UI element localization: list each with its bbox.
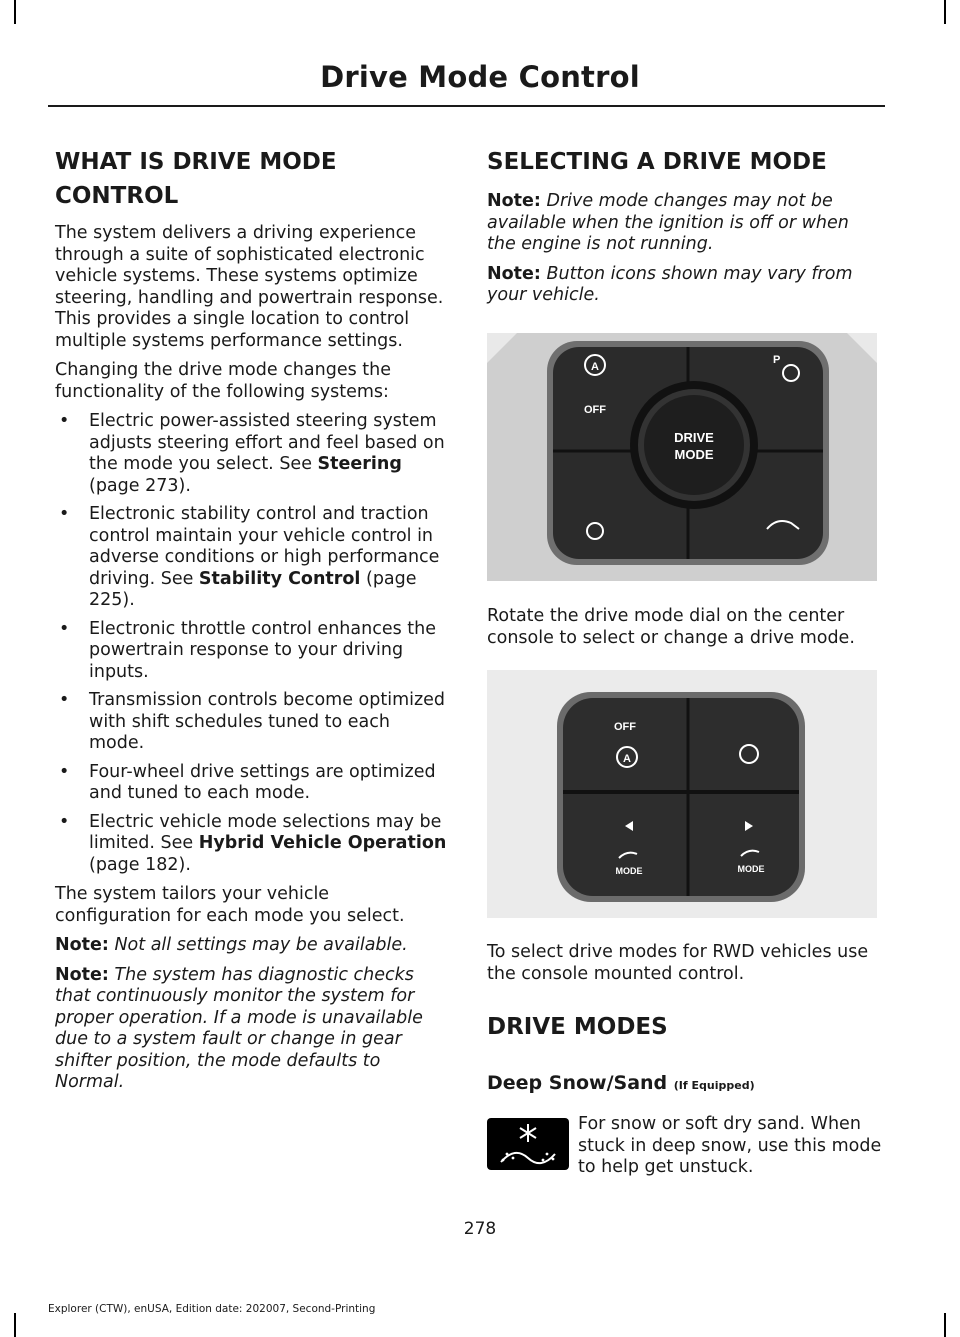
section-heading-what-is: WHAT IS DRIVE MODE CONTROL	[55, 149, 337, 209]
dial-label-line2: MODE	[674, 447, 714, 462]
tailors-paragraph: The system tailors your vehicle configuration for each mode you select.	[55, 884, 405, 926]
rwd-paragraph: To select drive modes for RWD vehicles use the console mounted control.	[487, 942, 869, 984]
off-label: OFF	[584, 404, 606, 416]
dial-label-line1: DRIVE	[674, 430, 714, 445]
crop-mark-tr-v	[944, 0, 946, 24]
left-column	[55, 145, 447, 1102]
xref-link-stability-control[interactable]: Stability Control	[198, 568, 361, 589]
section-heading-drive-modes: DRIVE MODES	[487, 1014, 668, 1040]
drive-mode-dial-figure	[487, 333, 877, 581]
intro-paragraph: The system delivers a driving experience through a suite of sophisticated electronic vehicle systems. These systems optimize steering, handling and powertrain response. This provides a single location to control multiple systems performance settings.	[55, 223, 444, 351]
note-ignition: Note: Drive mode changes may not be available when the ignition is off or when the engine is not running.	[487, 191, 849, 254]
list-item: • Electronic stability control and traction control maintain your vehicle control in adverse conditions or high performance driving. See Stability Control (page 225).	[55, 504, 447, 612]
console-illustration	[487, 670, 877, 918]
page-header-title: Drive Mode Control	[320, 60, 640, 94]
crop-mark-br-v	[944, 1313, 946, 1337]
mode-label-left: MODE	[615, 866, 643, 876]
list-item: • Electronic throttle control enhances the powertrain response to your driving inputs.	[55, 619, 447, 684]
crop-mark-bl-v	[14, 1313, 16, 1337]
deep-snow-description: For snow or soft dry sand. When stuck in deep snow, use this mode to help get unstuck.	[578, 1114, 882, 1177]
mode-label-right: MODE	[737, 864, 765, 874]
header-rule	[48, 105, 885, 107]
deep-snow-sand-icon	[487, 1118, 569, 1170]
changing-paragraph: Changing the drive mode changes the functionality of the following systems:	[55, 360, 391, 402]
console-control-figure	[487, 670, 877, 918]
deep-snow-heading: Deep Snow/Sand (If Equipped)	[487, 1072, 755, 1094]
xref-link-hybrid-vehicle-operation[interactable]: Hybrid Vehicle Operation	[198, 833, 447, 853]
p-label: P	[773, 354, 781, 366]
right-column	[487, 145, 879, 315]
note-settings: Note: Not all settings may be available.	[55, 935, 408, 955]
footer-edition: Explorer (CTW), enUSA, Edition date: 202007, Second-Printing	[48, 1303, 376, 1315]
list-item: • Transmission controls become optimized with shift schedules tuned to each mode.	[55, 690, 447, 755]
crop-mark-tl-v	[14, 0, 16, 24]
systems-list	[55, 411, 447, 876]
section-heading-selecting: SELECTING A DRIVE MODE	[487, 149, 827, 175]
dial-illustration	[487, 333, 877, 581]
xref-link-steering[interactable]: Steering	[317, 454, 402, 474]
note-diagnostics: Note: The system has diagnostic checks that continuously monitor the system for proper operation. If a mode is unavailable due to a system fault or change in gear shifter position, the mode defaults to Normal.	[55, 964, 423, 1092]
page-number: 278	[463, 1219, 497, 1239]
svg-text:A: A	[623, 753, 631, 765]
list-item: • Electric vehicle mode selections may be limited. See Hybrid Vehicle Operation (page 182).	[55, 812, 447, 877]
off-label-2: OFF	[614, 721, 636, 733]
note-button-icons: Note: Button icons shown may vary from your vehicle.	[487, 263, 853, 305]
rotate-paragraph: Rotate the drive mode dial on the center console to select or change a drive mode.	[487, 606, 855, 648]
list-item: • Electric power-assisted steering system adjusts steering effort and feel based on the mode you select. See Steering (page 273).	[55, 411, 447, 497]
svg-text:A: A	[591, 361, 599, 373]
list-item: • Four-wheel drive settings are optimized and tuned to each mode.	[55, 762, 447, 805]
